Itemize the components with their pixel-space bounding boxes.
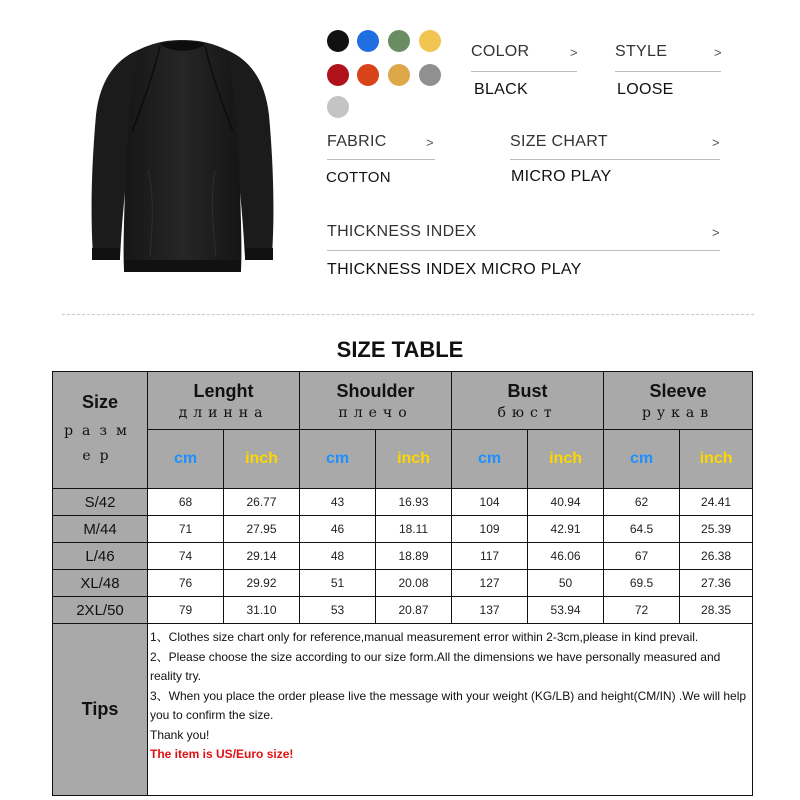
column-header-sleeve <box>604 372 753 430</box>
color-underline <box>471 71 577 72</box>
size-header-ru-2: ер <box>82 447 118 464</box>
tip-line-1: 1、Clothes size chart only for reference,manual measurement error within 2-3cm,please in kind prevail. <box>150 630 699 644</box>
cell-value: 127 <box>452 570 528 597</box>
size-label: M/44 <box>53 516 148 543</box>
swatch-mustard[interactable] <box>388 64 410 86</box>
size-chart-value: MICRO PLAY <box>511 168 612 185</box>
cell-value: 64.5 <box>604 516 680 543</box>
swatch-blue[interactable] <box>357 30 379 52</box>
size-label: 2XL/50 <box>53 597 148 624</box>
cell-value: 27.95 <box>224 516 300 543</box>
cell-value: 68 <box>148 489 224 516</box>
tips-content <box>148 624 753 796</box>
tip-warning: The item is US/Euro size! <box>150 747 294 761</box>
tips-label: Tips <box>81 699 119 719</box>
tips-row <box>53 624 753 796</box>
cell-value: 72 <box>604 597 680 624</box>
size-header-cell <box>53 372 148 489</box>
column-header-bust <box>452 372 604 430</box>
size-chart-label: SIZE CHART <box>510 133 608 150</box>
unit-inch: inch <box>224 430 300 489</box>
swatch-yellow[interactable] <box>419 30 441 52</box>
table-row <box>53 543 753 570</box>
cell-value: 43 <box>300 489 376 516</box>
cell-value: 18.89 <box>376 543 452 570</box>
sweatshirt-product-image <box>60 20 305 285</box>
cell-value: 31.10 <box>224 597 300 624</box>
swatch-green[interactable] <box>388 30 410 52</box>
cell-value: 20.87 <box>376 597 452 624</box>
cell-value: 27.36 <box>680 570 753 597</box>
cell-value: 137 <box>452 597 528 624</box>
column-header-en: Shoulder <box>336 380 415 401</box>
table-row <box>53 516 753 543</box>
column-header-length <box>148 372 300 430</box>
swatch-black[interactable] <box>327 30 349 52</box>
tips-label-cell <box>53 624 148 796</box>
unit-cm: cm <box>300 430 376 489</box>
cell-value: 104 <box>452 489 528 516</box>
cell-value: 53 <box>300 597 376 624</box>
size-label: S/42 <box>53 489 148 516</box>
size-header-en: Size <box>81 391 119 412</box>
table-row <box>53 597 753 624</box>
tip-line-3: 3、When you place the order please live the message with your weight (KG/LB) and height(CM/IN) .We will help you to confirm the size. <box>150 688 747 722</box>
section-divider <box>62 314 754 315</box>
cell-value: 29.92 <box>224 570 300 597</box>
thickness-label: THICKNESS INDEX <box>327 223 477 240</box>
cell-value: 53.94 <box>528 597 604 624</box>
column-header-ru: рукав <box>641 404 715 421</box>
swatch-red[interactable] <box>327 64 349 86</box>
cell-value: 48 <box>300 543 376 570</box>
size-chart-underline <box>510 159 720 160</box>
cell-value: 67 <box>604 543 680 570</box>
cell-value: 16.93 <box>376 489 452 516</box>
column-header-en: Lenght <box>193 380 254 401</box>
cell-value: 26.38 <box>680 543 753 570</box>
tip-thanks: Thank you! <box>150 727 210 742</box>
unit-inch: inch <box>680 430 753 489</box>
cell-value: 28.35 <box>680 597 753 624</box>
thickness-value: THICKNESS INDEX MICRO PLAY <box>327 261 582 278</box>
cell-value: 71 <box>148 516 224 543</box>
cell-value: 25.39 <box>680 516 753 543</box>
swatch-light-gray[interactable] <box>327 96 349 118</box>
cell-value: 117 <box>452 543 528 570</box>
size-header-ru-1: разм <box>64 422 136 439</box>
swatch-gray[interactable] <box>419 64 441 86</box>
cell-value: 69.5 <box>604 570 680 597</box>
fabric-underline <box>327 159 435 160</box>
fabric-value: COTTON <box>326 169 391 186</box>
unit-cm: cm <box>452 430 528 489</box>
cell-value: 109 <box>452 516 528 543</box>
cell-value: 20.08 <box>376 570 452 597</box>
cell-value: 46 <box>300 516 376 543</box>
cell-value: 46.06 <box>528 543 604 570</box>
color-label: COLOR <box>471 43 530 60</box>
thickness-underline <box>327 250 720 251</box>
column-header-en: Bust <box>507 380 548 401</box>
size-label: L/46 <box>53 543 148 570</box>
cell-value: 24.41 <box>680 489 753 516</box>
style-underline <box>615 71 721 72</box>
cell-value: 18.11 <box>376 516 452 543</box>
cell-value: 26.77 <box>224 489 300 516</box>
style-value: LOOSE <box>617 81 674 98</box>
cell-value: 29.14 <box>224 543 300 570</box>
size-table-title: SIZE TABLE <box>336 337 464 362</box>
cell-value: 74 <box>148 543 224 570</box>
column-header-ru: длинна <box>178 404 269 421</box>
cell-value: 62 <box>604 489 680 516</box>
cell-value: 40.94 <box>528 489 604 516</box>
thickness-arrow-icon[interactable]: > <box>712 225 720 240</box>
cell-value: 51 <box>300 570 376 597</box>
cell-value: 50 <box>528 570 604 597</box>
fabric-arrow-icon[interactable]: > <box>426 135 434 150</box>
color-arrow-icon[interactable]: > <box>570 45 578 60</box>
size-table <box>52 371 753 796</box>
fabric-label: FABRIC <box>327 133 387 150</box>
cell-value: 76 <box>148 570 224 597</box>
unit-cm: cm <box>604 430 680 489</box>
unit-cm: cm <box>148 430 224 489</box>
column-header-shoulder <box>300 372 452 430</box>
size-chart-arrow-icon[interactable]: > <box>712 135 720 150</box>
style-label: STYLE <box>615 43 668 60</box>
column-header-ru: плечо <box>338 404 413 421</box>
cell-value: 42.91 <box>528 516 604 543</box>
size-label: XL/48 <box>53 570 148 597</box>
unit-inch: inch <box>528 430 604 489</box>
column-header-en: Sleeve <box>649 380 707 401</box>
unit-inch: inch <box>376 430 452 489</box>
column-header-ru: бюст <box>497 404 558 421</box>
table-row <box>53 489 753 516</box>
table-row <box>53 570 753 597</box>
cell-value: 79 <box>148 597 224 624</box>
tip-line-2: 2、Please choose the size according to our size form.All the dimensions we have personally measured and reality try. <box>150 649 721 683</box>
color-value: BLACK <box>474 81 528 98</box>
style-arrow-icon[interactable]: > <box>714 45 722 60</box>
swatch-orange[interactable] <box>357 64 379 86</box>
